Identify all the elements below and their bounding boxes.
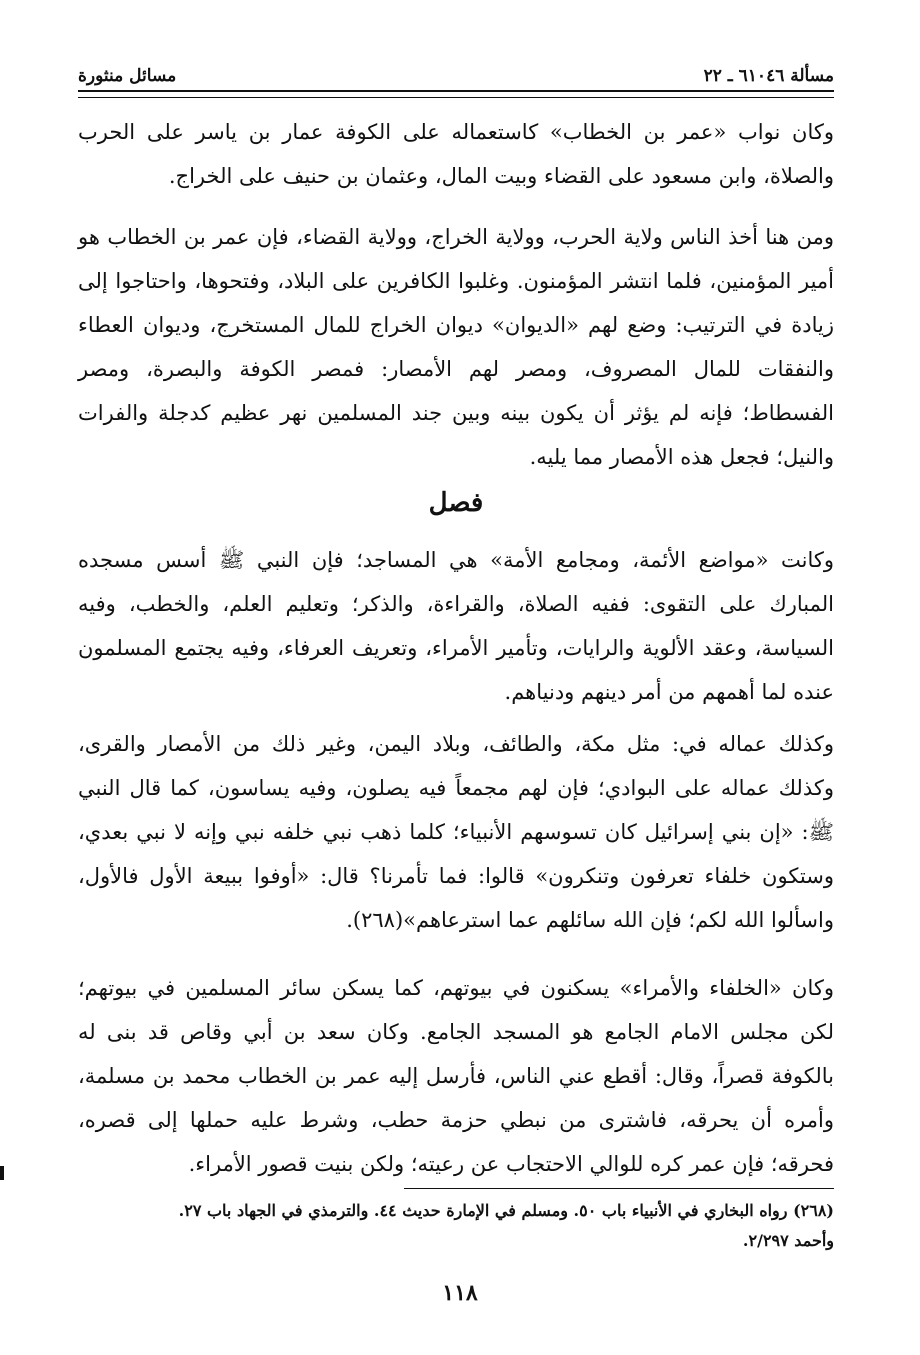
footnote-rule: [404, 1188, 834, 1189]
paragraph-text: وكذلك عماله في: مثل مكة، والطائف، وبلاد اليمن، وغير ذلك من الأمصار والقرى، وكذلك عماله على البوادي؛ فإن لهم مجمعاً فيه يصلون، وفيه يساسون، كما قال النبي ﷺ: «إن بني إسرائيل كان تسوسهم الأنبياء؛ كلما ذهب نبي خلفه نبي وإنه لا نبي بعدي، وستكون خلفاء تعرفون وتنكرون» قالوا: فما تأمرنا؟ قال: «أوفوا ببيعة الأول فالأول، واسألوا الله لكم؛ فإن الله سائلهم عما استرعاهم»(٢٦٨).: [78, 732, 834, 932]
header-book-section: مسائل منثورة: [78, 66, 177, 86]
paragraph-text: وكان نواب «عمر بن الخطاب» كاستعماله على الكوفة عمار بن ياسر على الحرب والصلاة، وابن مسعود على القضاء وبيت المال، وعثمان بن حنيف على الخراج.: [78, 120, 834, 188]
paragraph-4: [78, 722, 834, 942]
footnote-line-2: وأحمد ٢/٢٩٧.: [742, 1231, 834, 1250]
paragraph-text: وكان «الخلفاء والأمراء» يسكنون في بيوتهم، كما يسكن سائر المسلمين في بيوتهم؛ لكن مجلس الامام الجامع هو المسجد الجامع. وكان سعد بن أبي وقاص قد بنى له بالكوفة قصراً، وقال: أقطع عني الناس، فأرسل إليه عمر بن الخطاب محمد بن مسلمة، وأمره أن يحرقه، فاشترى من نبطي حزمة حطب، وشرط عليه حملها إلى قصره، فحرقه؛ فإن عمر كره للوالي الاحتجاب عن رعيته؛ ولكن بنيت قصور الأمراء.: [78, 976, 834, 1176]
section-heading: فصل: [428, 488, 484, 518]
paragraph-1: [78, 110, 834, 198]
paragraph-2: [78, 215, 834, 479]
page-number: ١١٨: [442, 1280, 478, 1306]
header-rule: [78, 90, 834, 98]
header-chapter-title: مسألة ٦١٠٤٦ ـ ٢٢: [703, 66, 834, 86]
running-header: [78, 56, 834, 86]
scan-edge-mark: [0, 1166, 4, 1180]
paragraph-text: وكانت «مواضع الأئمة، ومجامع الأمة» هي المساجد؛ فإن النبي ﷺ أسس مسجده المبارك على التقوى: ففيه الصلاة، والقراءة، والذكر؛ وتعليم العلم، والخطب، وفيه السياسة، وعقد الألوية والرايات، وتأمير الأمراء، وتعريف العرفاء، وفيه يجتمع المسلمون عنده لما أهمهم من أمر دينهم ودنياهم.: [78, 548, 834, 704]
paragraph-3: [78, 538, 834, 714]
footnote: [78, 1196, 834, 1256]
paragraph-text: ومن هنا أخذ الناس ولاية الحرب، وولاية الخراج، وولاية القضاء، فإن عمر بن الخطاب هو أمير المؤمنين، فلما انتشر المؤمنون. وغلبوا الكافرين على البلاد، وفتحوها، واحتاجوا إلى زيادة في الترتيب: وضع لهم «الديوان» ديوان الخراج للمال المستخرج، وديوان العطاء والنفقات للمال المصروف، ومصر لهم الأمصار: فمصر الكوفة والبصرة، ومصر الفسطاط؛ فإنه لم يؤثر أن يكون بينه وبين جند المسلمين نهر عظيم كدجلة والفرات والنيل؛ فجعل هذه الأمصار مما يليه.: [78, 225, 834, 469]
footnote-line-1: (٢٦٨) رواه البخاري في الأنبياء باب ٥٠. ومسلم في الإمارة حديث ٤٤. والترمذي في الجهاد باب ٢٧.: [178, 1201, 834, 1220]
paragraph-5: [78, 966, 834, 1186]
